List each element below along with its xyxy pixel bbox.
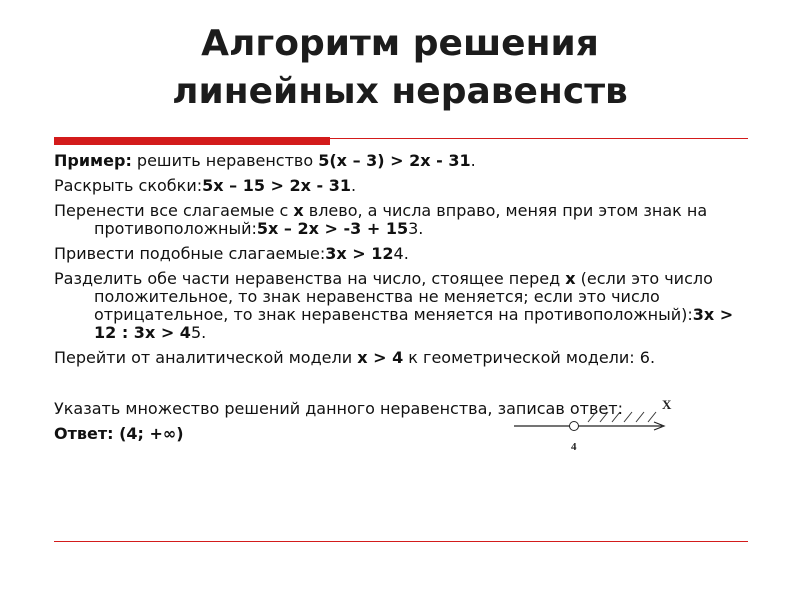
step-3-formula: 3x > 12 [325,244,394,263]
step-4-text-a: Разделить обе части неравенства на число, стоящее перед [54,269,566,288]
step-2-var: x [293,201,304,220]
hatch-marks [588,412,656,422]
step-2-text-a: Перенести все слагаемые с [54,201,294,220]
step-5-formula: x > 4 [357,348,404,367]
title-line-1: Алгоритм решения [201,23,599,64]
number-line-diagram [512,392,682,456]
step-4-text-b: (если это число положительное, то знак неравенства не меняется; если это число отрицательное, то знак неравенства меняется на противоположный): [94,269,713,324]
step-1-text: Раскрыть скобки: [54,176,203,195]
slide-title [0,20,800,116]
step-1-end: . [351,176,357,195]
answer-text: Ответ: (4; +∞) [54,424,184,443]
step-2-paragraph [54,202,754,238]
step-4-paragraph [54,270,754,342]
step-3-paragraph [54,245,754,263]
title-divider-line [330,138,748,139]
step-2-text-b: влево, а числа вправо, меняя при этом знак на противоположный: [94,201,708,238]
step-1-paragraph [54,177,754,195]
example-label: Пример: [54,151,132,170]
step-2-formula: 5x – 2x > -3 + 15 [256,219,409,238]
step-4-var: x [565,269,576,288]
step-6-text: Указать множество решений данного неравенства, записав ответ: [54,399,623,418]
title-accent-bar [54,137,330,145]
open-point-marker [570,422,579,431]
step-3-text: Привести подобные слагаемые: [54,244,326,263]
step-5-text-b: к геометрической модели: 6. [403,348,656,367]
example-end: . [470,151,476,170]
step-2-end: 3. [408,219,424,238]
step-3-end: 4. [393,244,409,263]
example-paragraph [54,152,754,170]
step-5-paragraph [54,349,754,367]
step-4-end: 5. [190,323,207,342]
step-4-formula: 3x > 12 : 3x > 4 [94,305,734,342]
axis-label: X [662,397,672,412]
example-text: решить неравенство [131,151,319,170]
step-5-text-a: Перейти от аналитической модели [54,348,358,367]
example-formula: 5(x – 3) > 2x - 31 [318,151,471,170]
point-label: 4 [571,441,577,453]
title-line-2: линейных неравенств [172,71,628,112]
step-1-formula: 5x – 15 > 2x - 31 [202,176,352,195]
bottom-divider-line [54,541,748,542]
